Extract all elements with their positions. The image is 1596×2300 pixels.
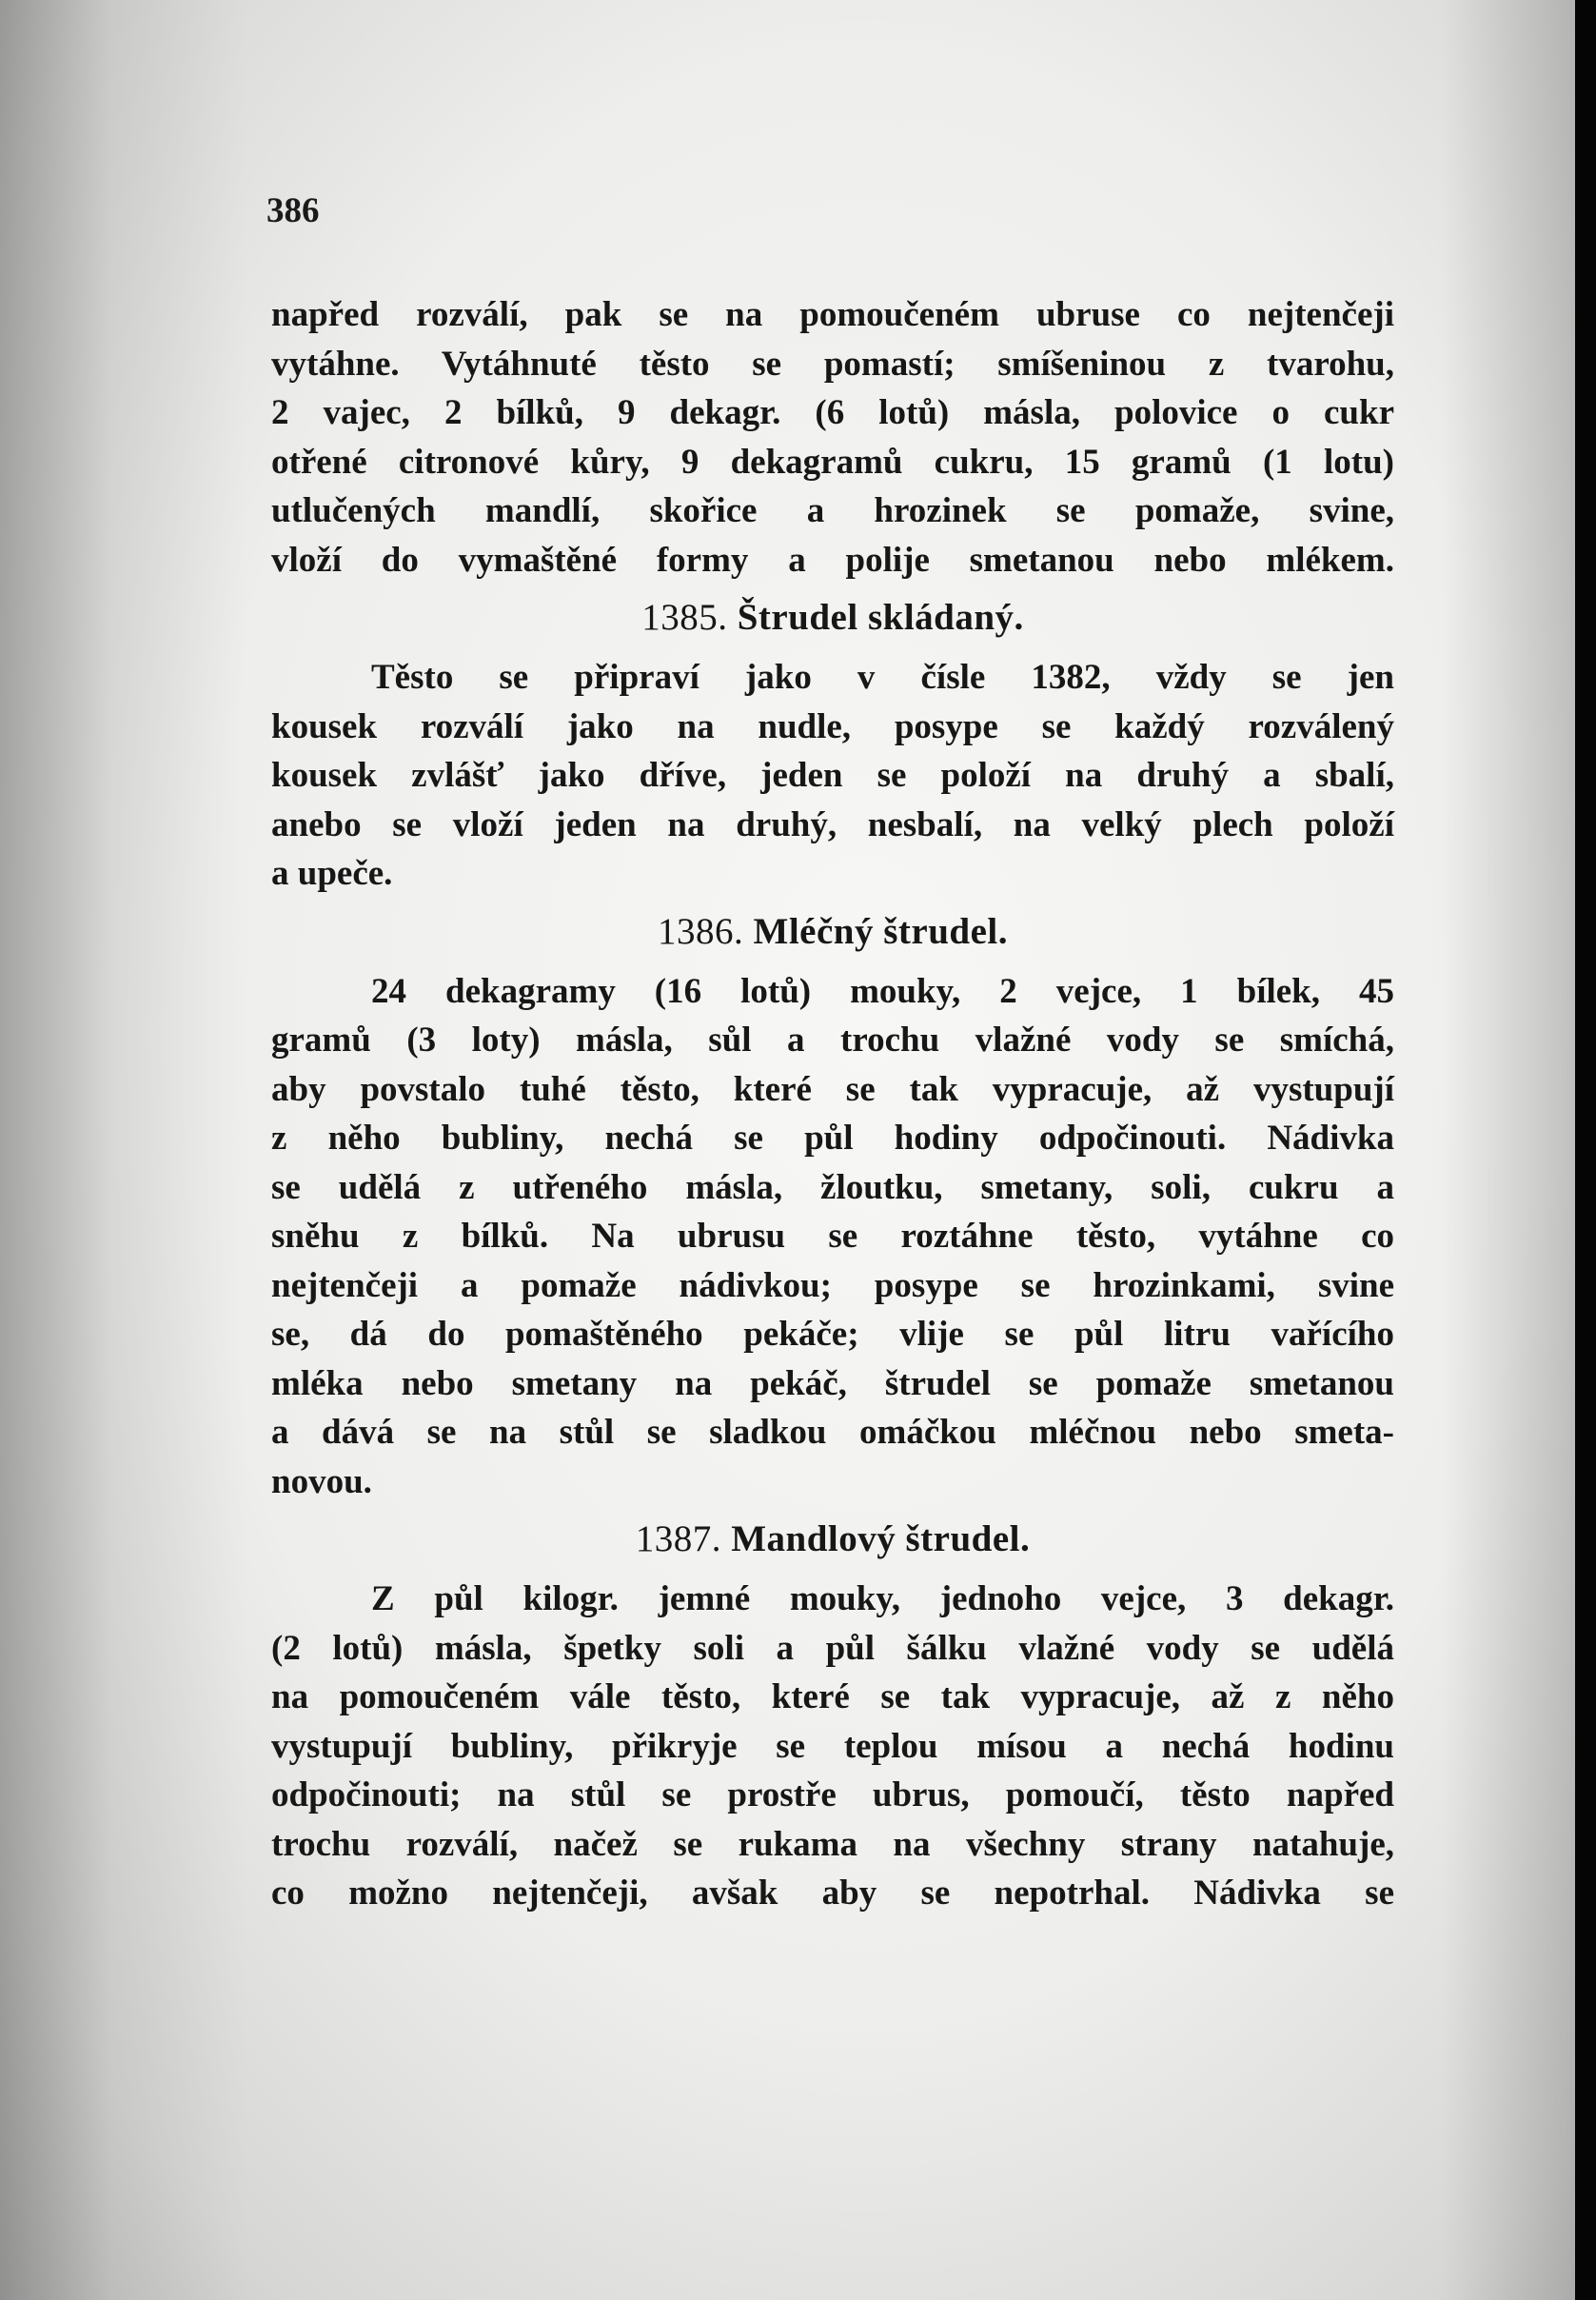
recipe-1386-text: [271, 967, 1394, 1507]
text-line: anebo se vloží jeden na druhý, nesbalí, na velký plech položí: [271, 804, 1394, 844]
text-line: na pomoučeném vále těsto, které se tak vypracuje, až z něho: [271, 1677, 1394, 1716]
text-line: co možno nejtenčeji, avšak aby se nepotrhal. Nádivka se: [271, 1874, 1394, 1913]
text-line: odpočinouti; na stůl se prostře ubrus, pomoučí, těsto napřed: [271, 1775, 1394, 1814]
text-line: 24 dekagramy (16 lotů) mouky, 2 vejce, 1 bílek, 45: [371, 971, 1394, 1011]
text-line: utlučených mandlí, skořice a hrozinek se pomaže, svine,: [271, 491, 1394, 530]
text-line: otřené citronové kůry, 9 dekagramů cukru, 15 gramů (1 lotu): [271, 442, 1394, 482]
text-line: 2 vajec, 2 bílků, 9 dekagr. (6 lotů) másla, polovice o cukr: [271, 393, 1394, 432]
page-body: [271, 290, 1394, 1918]
text-line: kousek rozválí jako na nudle, posype se každý rozválený: [271, 706, 1394, 746]
recipe-heading-1386: [271, 904, 1394, 960]
text-line: mléka nebo smetany na pekáč, štrudel se pomaže smetanou: [271, 1363, 1394, 1403]
intro-paragraph: [271, 290, 1394, 585]
recipe-title: Mandlový štrudel.: [731, 1518, 1031, 1559]
recipe-number: 1387.: [635, 1518, 721, 1559]
recipe-heading-1387: [271, 1512, 1394, 1567]
text-line: vytáhne. Vytáhnuté těsto se pomastí; smíšeninou z tvarohu,: [271, 344, 1394, 384]
scan-border: [1575, 0, 1596, 2300]
recipe-number: 1386.: [658, 910, 744, 952]
recipe-title: Mléčný štrudel.: [753, 910, 1008, 952]
text-line: Těsto se připraví jako v čísle 1382, vždy se jen: [371, 658, 1394, 697]
text-line: vystupují bubliny, přikryje se teplou mísou a nechá hodinu: [271, 1726, 1394, 1766]
page-number: 386: [266, 191, 320, 230]
text-line: Z půl kilogr. jemné mouky, jednoho vejce, 3 dekagr.: [371, 1579, 1394, 1618]
text-line: kousek zvlášť jako dříve, jeden se položí na druhý a sbalí,: [271, 756, 1394, 795]
text-line: trochu rozválí, načež se rukama na všechny strany natahuje,: [271, 1824, 1394, 1864]
text-line: vloží do vymaštěné formy a polije smetanou nebo mlékem.: [271, 540, 1394, 580]
text-line: novou.: [271, 1461, 372, 1501]
text-line: sněhu z bílků. Na ubrusu se roztáhne těsto, vytáhne co: [271, 1217, 1394, 1256]
text-line: napřed rozválí, pak se na pomoučeném ubruse co nejtenčeji: [271, 295, 1394, 334]
recipe-heading-1385: [271, 590, 1394, 645]
text-line: (2 lotů) másla, špetky soli a půl šálku vlažné vody se udělá: [271, 1628, 1394, 1668]
recipe-title: Štrudel skládaný.: [737, 597, 1024, 638]
recipe-1387-text: [271, 1575, 1394, 1918]
text-line: aby povstalo tuhé těsto, které se tak vypracuje, až vystupují: [271, 1069, 1394, 1109]
text-line: a upeče.: [271, 854, 393, 893]
recipe-1385-text: [271, 653, 1394, 899]
text-line: a dává se na stůl se sladkou omáčkou mléčnou nebo smeta-: [271, 1413, 1394, 1452]
text-line: se, dá do pomaštěného pekáče; vlije se půl litru vařícího: [271, 1315, 1394, 1354]
text-line: nejtenčeji a pomaže nádivkou; posype se hrozinkami, svine: [271, 1265, 1394, 1305]
recipe-number: 1385.: [641, 597, 728, 638]
text-line: z něho bubliny, nechá se půl hodiny odpočinouti. Nádivka: [271, 1119, 1394, 1158]
text-line: se udělá z utřeného másla, žloutku, smetany, soli, cukru a: [271, 1167, 1394, 1207]
text-line: gramů (3 loty) másla, sůl a trochu vlažné vody se smíchá,: [271, 1021, 1394, 1060]
